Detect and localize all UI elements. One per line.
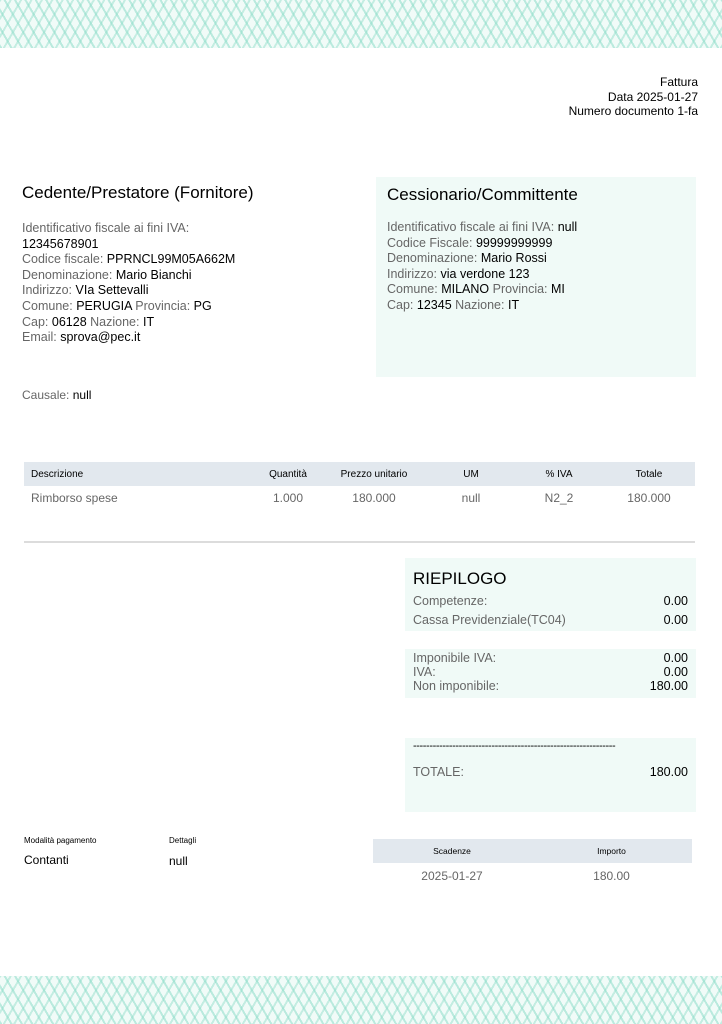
imponibile-row <box>413 651 688 665</box>
customer-vat-label: Identificativo fiscale ai fini IVA: <box>387 220 555 234</box>
causale-label: Causale: <box>22 388 70 402</box>
col-description: Descrizione <box>24 462 255 486</box>
supplier-name-label: Denominazione: <box>22 267 113 282</box>
non-imponibile-label: Non imponibile: <box>413 679 500 693</box>
col-due-date: Scadenze <box>373 839 531 863</box>
supplier-cap-label: Cap: <box>22 314 49 329</box>
summary-section <box>405 558 696 779</box>
document-type: Fattura <box>659 75 698 89</box>
supplier-country-value: IT <box>142 314 155 329</box>
row-unit-price: 180.000 <box>352 491 396 505</box>
col-vat: % IVA <box>515 462 603 486</box>
row-vat: N2_2 <box>544 491 574 505</box>
supplier-address-value: VIa Settevalli <box>75 283 149 298</box>
table-row <box>373 863 692 889</box>
decorative-footer-band <box>0 976 722 1024</box>
non-imponibile-row <box>413 679 688 693</box>
customer-tax-code-label: Codice Fiscale: <box>387 235 473 250</box>
customer-name-value: Mario Rossi <box>480 251 547 266</box>
row-description: Rimborso spese <box>31 491 118 505</box>
summary-competenze-row <box>413 594 688 608</box>
items-table <box>24 462 695 510</box>
supplier-cap-value: 06128 <box>51 314 87 329</box>
cassa-label: Cassa Previdenziale(TC04) <box>413 613 566 627</box>
imponibile-value: 0.00 <box>663 651 688 665</box>
row-quantity: 1.000 <box>272 491 304 505</box>
row-um: null <box>461 491 481 505</box>
document-number: Numero documento 1-fa <box>568 104 698 118</box>
supplier-vat-value: 12345678901 <box>22 236 99 251</box>
supplier-title: Cedente/Prestatore (Fornitore) <box>22 183 254 202</box>
payment-details-value: null <box>169 854 188 868</box>
supplier-details <box>22 221 352 346</box>
customer-details <box>387 220 692 314</box>
document-date: Data 2025-01-27 <box>607 89 698 104</box>
customer-city-label: Comune: <box>387 282 438 297</box>
customer-province-label: Provincia: <box>492 282 548 297</box>
competenze-value: 0.00 <box>663 594 688 608</box>
imponibile-label: Imponibile IVA: <box>413 651 497 665</box>
customer-province-value: MI <box>551 282 565 297</box>
customer-address-label: Indirizzo: <box>387 266 438 281</box>
supplier-tax-code-label: Codice fiscale: <box>22 252 104 267</box>
payment-table-header <box>373 839 692 863</box>
col-total: Totale <box>603 462 695 486</box>
supplier-email-label: Email: <box>22 330 57 345</box>
causale <box>22 388 91 402</box>
customer-country-value: IT <box>507 297 520 312</box>
row-total: 180.000 <box>627 491 671 505</box>
customer-name-label: Denominazione: <box>387 251 478 266</box>
summary-dashes: -------------------------------------------------------------- <box>413 740 616 752</box>
customer-address-value: via verdone 123 <box>440 266 530 281</box>
supplier-section <box>22 183 352 346</box>
table-row <box>24 486 695 510</box>
total-row <box>413 765 688 779</box>
summary-total-block <box>405 738 696 812</box>
col-unit-price: Prezzo unitario <box>321 462 427 486</box>
supplier-address-label: Indirizzo: <box>22 283 73 298</box>
iva-row <box>413 665 688 679</box>
customer-section <box>376 177 696 377</box>
customer-title: Cessionario/Committente <box>387 185 578 204</box>
items-table-header <box>24 462 695 486</box>
supplier-tax-code-value: PPRNCL99M05A662M <box>106 252 236 267</box>
document-header <box>569 75 698 119</box>
decorative-header-band <box>0 0 722 48</box>
iva-value: 0.00 <box>663 665 688 679</box>
supplier-vat-label: Identificativo fiscale ai fini IVA: <box>22 221 190 235</box>
col-quantity: Quantità <box>255 462 321 486</box>
iva-label: IVA: <box>413 665 436 679</box>
summary-cassa-row <box>413 613 688 627</box>
payment-method-label: Modalità pagamento <box>24 836 97 845</box>
supplier-city-label: Comune: <box>22 298 73 313</box>
summary-block-1 <box>405 558 696 631</box>
total-value: 180.00 <box>649 765 688 779</box>
supplier-country-label: Nazione: <box>90 314 140 329</box>
summary-title: RIEPILOGO <box>413 569 507 588</box>
payment-table <box>373 839 692 889</box>
customer-city-value: MILANO <box>441 282 490 297</box>
customer-cap-value: 12345 <box>416 297 452 312</box>
payment-due-date: 2025-01-27 <box>421 869 483 883</box>
causale-value: null <box>72 388 92 402</box>
summary-block-2 <box>405 649 696 698</box>
customer-tax-code-value: 99999999999 <box>475 235 553 250</box>
supplier-province-label: Provincia: <box>135 298 191 313</box>
payment-amount: 180.00 <box>593 869 630 883</box>
customer-country-label: Nazione: <box>455 297 505 312</box>
payment-details-label: Dettagli <box>169 836 197 845</box>
col-um: UM <box>427 462 515 486</box>
supplier-province-value: PG <box>193 298 212 313</box>
supplier-email-value: sprova@pec.it <box>60 330 141 345</box>
supplier-city-value: PERUGIA <box>76 298 132 313</box>
payment-method-value: Contanti <box>24 853 69 867</box>
cassa-value: 0.00 <box>663 613 688 627</box>
competenze-label: Competenze: <box>413 594 488 608</box>
supplier-name-value: Mario Bianchi <box>115 267 192 282</box>
customer-vat-value: null <box>557 220 578 234</box>
total-label: TOTALE: <box>413 765 464 779</box>
non-imponibile-value: 180.00 <box>649 679 688 693</box>
col-amount: Importo <box>531 839 692 863</box>
divider <box>24 541 695 543</box>
customer-cap-label: Cap: <box>387 297 414 312</box>
